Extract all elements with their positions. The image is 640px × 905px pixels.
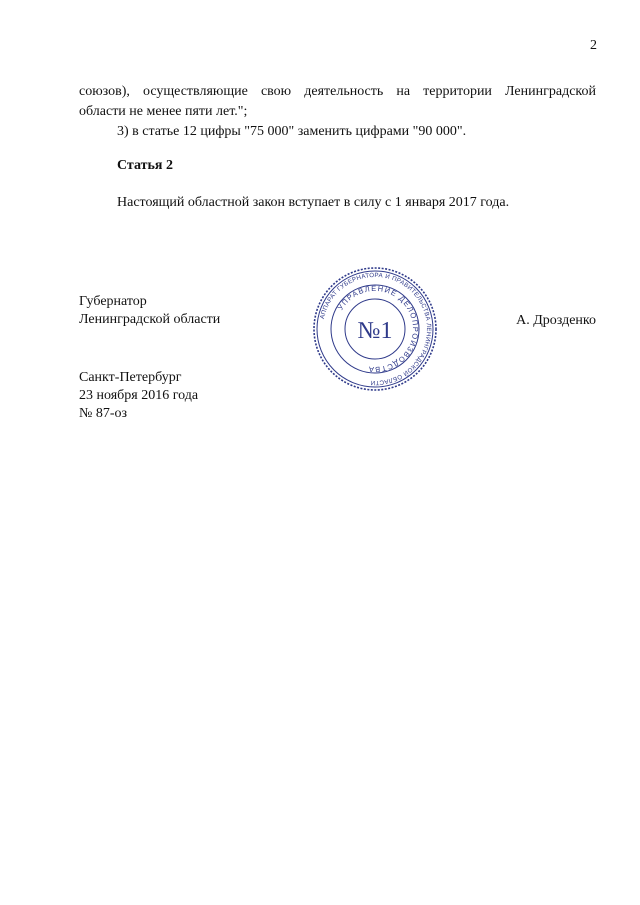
seal-center-number: №1	[357, 318, 393, 344]
list-item-3: 3) в статье 12 цифры "75 000" заменить цифрами "90 000".	[117, 124, 467, 139]
article-heading: Статья 2	[117, 158, 173, 173]
seal-inner-textpath: УПРАВЛЕНИЕ ДЕЛОПРОИЗВОДСТВА	[335, 283, 421, 375]
page-number: 2	[590, 38, 597, 53]
signature-title-line-1: Губернатор	[79, 294, 147, 309]
seal-graphic	[312, 266, 438, 392]
paragraph-line-2: области не менее пяти лет.";	[79, 104, 248, 119]
paragraph-line-1: союзов), осуществляющие свою деятельность на территории Ленинградской	[79, 84, 596, 99]
city: Санкт-Петербург	[79, 370, 182, 385]
signatory-name: А. Дрозденко	[516, 313, 596, 328]
seal-outer-textpath: АППАРАТ ГУБЕРНАТОРА И ПРАВИТЕЛЬСТВА ЛЕНИНГРАДСКОЙ ОБЛАСТИ	[318, 271, 433, 387]
law-number: № 87-оз	[79, 406, 128, 421]
place-date-block	[79, 369, 198, 423]
date: 23 ноября 2016 года	[79, 388, 199, 403]
signature-title-line-2: Ленинградской области	[79, 312, 221, 327]
article-text: Настоящий областной закон вступает в силу с 1 января 2017 года.	[117, 195, 510, 210]
signature-title	[79, 293, 220, 329]
official-seal	[312, 266, 438, 392]
